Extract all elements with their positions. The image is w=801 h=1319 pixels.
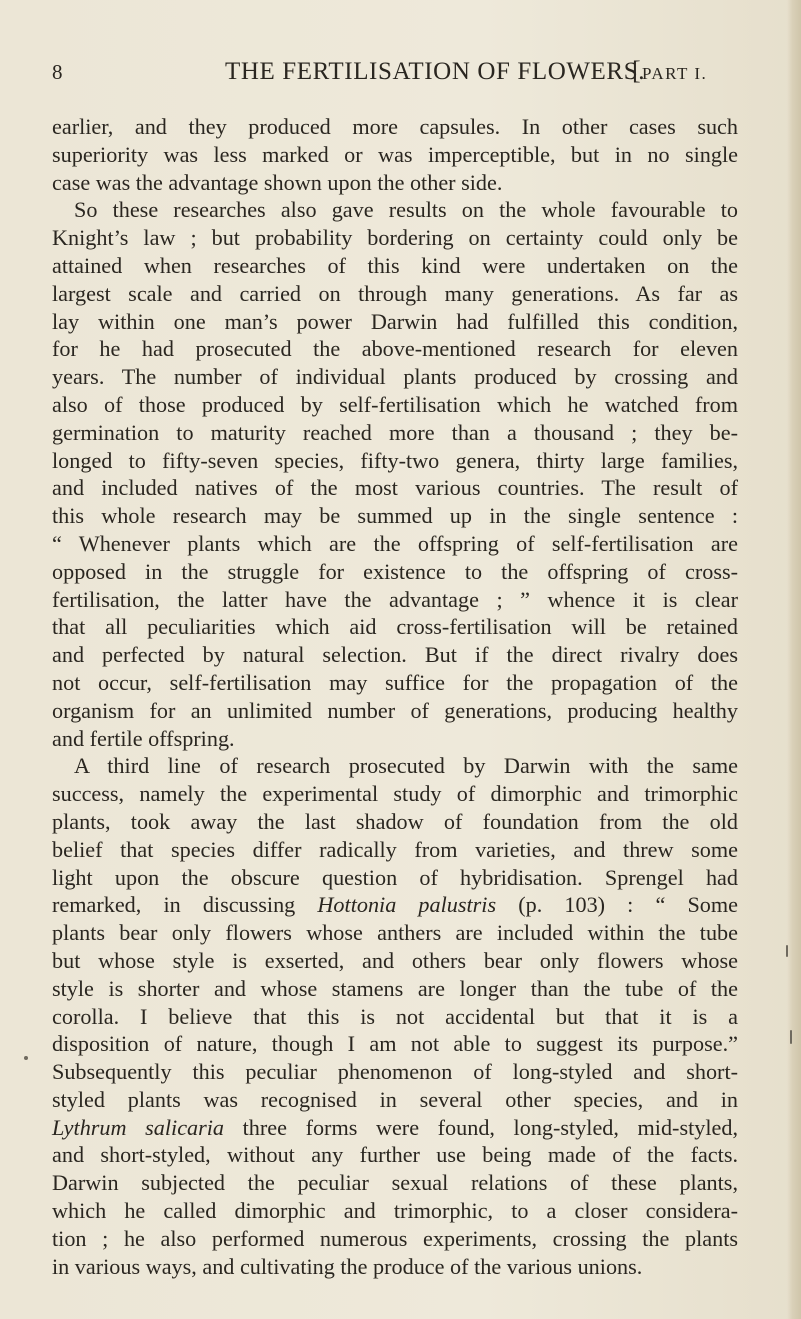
page-edge-shadow	[787, 0, 801, 1319]
text-line: style is shorter and whose stamens are longer than the tube of the	[52, 975, 738, 1001]
text-line: longed to fifty-seven species, fifty-two genera, thirty large families,	[52, 447, 738, 473]
botanical-name: Lythrum salicaria	[52, 1114, 225, 1140]
text-line: which he called dimorphic and trimorphic, to a closer considera-	[52, 1198, 738, 1224]
text-line: earlier, and they produced more capsules. In other cases such	[52, 114, 738, 139]
text-line: this whole research may be summed up in the single sentence :	[52, 503, 738, 529]
text-line: remarked, in discussing Hottonia palustris (p. 103) : “ Some	[52, 892, 738, 918]
text-line: corolla. I believe that this is not accidental but that it is a	[52, 1003, 738, 1029]
text-line: light upon the obscure question of hybridisation. Sprengel had	[52, 864, 738, 890]
text-line: disposition of nature, though I am not able to suggest its purpose.”	[52, 1031, 738, 1057]
text-line: germination to maturity reached more than a thousand ; they be-	[52, 419, 738, 445]
text-line: plants bear only flowers whose anthers are included within the tube	[52, 920, 738, 946]
text-line: Knight’s law ; but probability bordering on certainty could only be	[52, 225, 738, 251]
text-line: years. The number of individual plants produced by crossing and	[52, 364, 738, 390]
text-line: in various ways, and cultivating the produce of the various unions.	[52, 1253, 643, 1279]
text-line: and fertile offspring.	[52, 725, 235, 751]
text-line: and included natives of the most various countries. The result of	[52, 475, 738, 501]
text-line: not occur, self-fertilisation may suffice for the propagation of the	[52, 669, 738, 695]
text-line: tion ; he also performed numerous experiments, crossing the plants	[52, 1225, 738, 1251]
text-line: that all peculiarities which aid cross-fertilisation will be retained	[52, 614, 738, 640]
margin-dot-mark	[786, 945, 788, 957]
text-line: A third line of research prosecuted by Darwin with the same	[74, 753, 738, 779]
page-header	[52, 58, 752, 98]
text-line: opposed in the struggle for existence to the offspring of cross-	[52, 558, 738, 584]
part-label: [ PART I.	[642, 64, 707, 84]
text-line: belief that species differ radically from varieties, and threw some	[52, 836, 738, 862]
text-line: Lythrum salicaria three forms were found, long-styled, mid-styled,	[52, 1114, 738, 1140]
text-line: largest scale and carried on through many generations. As far as	[52, 280, 738, 306]
botanical-name: Hottonia palustris	[317, 892, 497, 918]
text-line: but whose style is exserted, and others bear only flowers whose	[52, 947, 738, 973]
text-line: Darwin subjected the peculiar sexual relations of these plants,	[52, 1170, 738, 1196]
text-line: and short-styled, without any further use being made of the facts.	[52, 1142, 738, 1168]
text-line: attained when researches of this kind were undertaken on the	[52, 252, 738, 278]
text-line: for he had prosecuted the above-mentioned research for eleven	[52, 336, 738, 362]
text-line: So these researches also gave results on the whole favourable to	[74, 197, 738, 223]
text-line: lay within one man’s power Darwin had fulfilled this condition,	[52, 308, 738, 334]
text-line: “ Whenever plants which are the offspring of self-fertilisation are	[52, 530, 738, 556]
text-line: and perfected by natural selection. But if the direct rivalry does	[52, 642, 738, 668]
page-number: 8	[52, 60, 63, 84]
text-line: success, namely the experimental study of dimorphic and trimorphic	[52, 781, 738, 807]
body-text	[52, 113, 738, 1280]
margin-dot-mark	[790, 1030, 792, 1044]
text-line: fertilisation, the latter have the advantage ; ” whence it is clear	[52, 586, 738, 612]
text-line: plants, took away the last shadow of foundation from the old	[52, 808, 738, 834]
text-line: superiority was less marked or was imperceptible, but in no single	[52, 141, 738, 167]
text-line: also of those produced by self-fertilisation which he watched from	[52, 391, 738, 417]
text-line: case was the advantage shown upon the other side.	[52, 169, 503, 195]
margin-dot-mark	[24, 1056, 28, 1060]
text-line: organism for an unlimited number of generations, producing healthy	[52, 697, 738, 723]
text-line: styled plants was recognised in several other species, and in	[52, 1086, 738, 1112]
running-title: THE FERTILISATION OF FLOWERS.	[225, 58, 646, 85]
text-line: Subsequently this peculiar phenomenon of long-styled and short-	[52, 1059, 738, 1085]
